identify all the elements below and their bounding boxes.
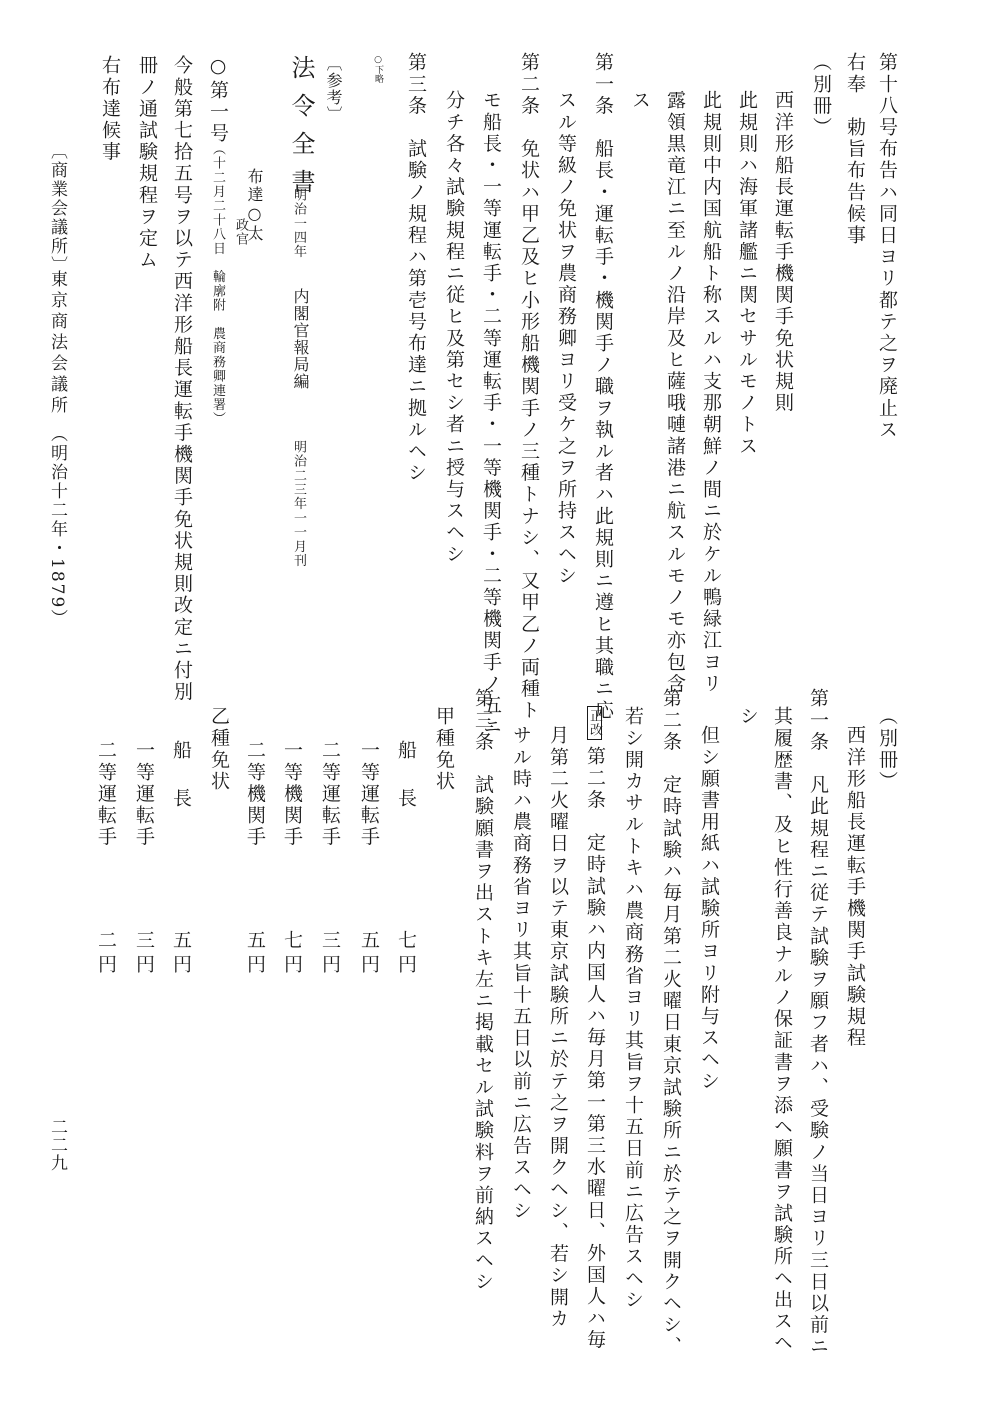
text-line: 分チ各々試験規程ニ従ヒ及第セシ者ニ授与スヘシ <box>443 90 465 566</box>
text-line: モ船長・一等運転手・二等運転手・一等機関手・二等機関手ノ五ニ <box>480 90 502 738</box>
fee-amount: 五円 <box>244 930 266 978</box>
fee-amount: 五円 <box>358 930 380 978</box>
text-line: 西洋形船長運転手機関手免状規則 <box>772 90 794 414</box>
text-line: 右布達候事 <box>99 55 121 163</box>
text-line: （別冊） <box>876 706 898 793</box>
text-line: ス <box>629 90 651 112</box>
text-line: 第一条 船長・運転手・機関手ノ職ヲ執ル者ハ此規則ニ遵ヒ其職ニ応 <box>592 52 614 722</box>
text-line: 第三条 試験ノ規程ハ第壱号布達ニ拠ルヘシ <box>405 52 427 484</box>
text-line: 布達○太 <box>245 168 264 243</box>
text-line: 其履歴書、及ヒ性行善良ナルノ保証書ヲ添ヘ願書ヲ試験所ヘ出スヘ <box>771 706 793 1354</box>
text-line: サル時ハ農商務省ヨリ其旨十五日以前ニ広告スヘシ <box>510 725 532 1222</box>
omission-note: ○下略 <box>373 55 383 83</box>
text-line: スル等級ノ免状ヲ農商務卿ヨリ受ケ之ヲ所持スヘシ <box>555 90 577 587</box>
text-line: 此規則中内国航船ト称スルハ支那朝鮮ノ間ニ於ケル鴨緑江ヨリ <box>700 90 722 695</box>
fee-name: 船 長 <box>170 740 192 812</box>
text-line: 今般第七拾五号ヲ以テ西洋形船長運転手機関手免状規則改定ニ付別 <box>171 55 193 703</box>
text-line: 第三条 試験願書ヲ出ストキ左ニ掲載セル試験料ヲ前納スヘシ <box>472 688 494 1293</box>
text-line: 此規則ハ海軍諸艦ニ関セサルモノトス <box>736 90 758 458</box>
fee-name: 一等運転手 <box>133 740 155 848</box>
text-line: 露領黒竜江ニ至ルノ沿岸及ヒ薩哦嗹諸港ニ航スルモノモ亦包含 <box>664 90 686 695</box>
fee-amount: 七円 <box>281 930 303 978</box>
section-label: 甲種免状 <box>433 706 455 793</box>
source-editor: 内閣官報局編 <box>291 288 310 390</box>
fee-name: 二等運転手 <box>319 740 341 848</box>
source-year: 明治一四年 <box>291 188 306 259</box>
text-line: （十二月二十八日 輪廓附 農商務卿連署） <box>210 142 225 426</box>
text-line: 第十八号布告ハ同日ヨリ都テ之ヲ廃止ス <box>876 52 898 441</box>
source-name: 東京商法会議所 <box>47 270 67 417</box>
text-line: 但シ願書用紙ハ試験所ヨリ附与スヘシ <box>698 725 720 1093</box>
fee-amount: 七円 <box>395 930 417 978</box>
fee-name: 二等運転手 <box>95 740 117 848</box>
fee-name: 一等運転手 <box>358 740 380 848</box>
text-line: 第二条 免状ハ甲乙及ヒ小形船機関手ノ三種トナシ、又甲乙ノ両種ト <box>518 52 540 722</box>
revision-mark: 正改 <box>587 706 602 740</box>
page-number: 二二九 <box>47 1118 67 1172</box>
text-line: 第二条 定時試験ハ内国人ハ毎月第一第三水曜日、外国人ハ毎 <box>584 746 606 1351</box>
text-line: 若シ開カサルトキハ農商務省ヨリ其旨ヲ十五日前ニ広告スヘシ <box>622 706 644 1311</box>
fee-amount: 三円 <box>133 930 155 978</box>
fee-name: 二等機関手 <box>244 740 266 848</box>
text-line: （別冊） <box>810 52 832 139</box>
fee-name: 一等機関手 <box>281 740 303 848</box>
text-line: 右奉 勅旨布告候事 <box>844 52 866 247</box>
text-line: 西洋形船長運転手機関手試験規程 <box>844 725 866 1049</box>
source-date: （明治十二年・1879） <box>47 425 67 629</box>
fee-name: 船 長 <box>395 740 417 812</box>
text-line: 第二条 定時試験ハ毎月第二火曜日東京試験所ニ於テ之ヲ開クヘシ、 <box>660 688 682 1358</box>
text-line: シ <box>737 706 759 728</box>
source-title: 法令全書 <box>287 55 315 207</box>
text-line: 第一条 凡此規程ニ従テ試験ヲ願フ者ハ、受験ノ当日ヨリ三日以前ニ <box>807 688 829 1358</box>
fee-amount: 二円 <box>95 930 117 978</box>
fee-amount: 三円 <box>319 930 341 978</box>
source-label: 〔商業会議所〕 <box>47 142 67 275</box>
text-line: 冊ノ通試験規程ヲ定ム <box>136 55 158 271</box>
text-line: 政官 <box>233 218 248 247</box>
section-label: 乙種免状 <box>208 706 230 793</box>
text-line: 月第二火曜日ヲ以テ東京試験所ニ於テ之ヲ開クヘシ、若シ開カ <box>547 725 569 1330</box>
fee-amount: 五円 <box>170 930 192 978</box>
text-line: ○第一号 <box>207 55 229 145</box>
source-pubdate: 明治二三年一一月刊 <box>291 440 306 568</box>
reference-label: 〔参考〕 <box>324 55 343 123</box>
